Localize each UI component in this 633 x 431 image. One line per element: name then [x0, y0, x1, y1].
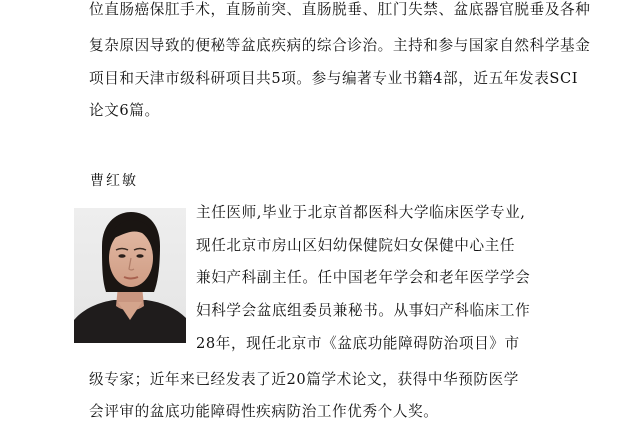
- bio-line-6: 级专家；近年来已经发表了近20篇学术论文，获得中华预防医学: [89, 371, 520, 388]
- doctor-name: 曹红敏: [90, 173, 138, 189]
- intro-line-2: 复杂原因导致的便秘等盆底疾病的综合诊治。主持和参与国家自然科学基金: [89, 37, 591, 54]
- bio-line-7: 会评审的盆底功能障碍性疾病防治工作优秀个人奖。: [89, 403, 439, 420]
- intro-line-1: 位直肠癌保肛手术，直肠前突、直肠脱垂、肛门失禁、盆底器官脱垂及各种: [89, 1, 591, 18]
- bio-line-5: 28年，现任北京市《盆底功能障碍防治项目》市: [196, 335, 520, 352]
- bio-line-4: 妇科学会盆底组委员兼秘书。从事妇产科临床工作: [196, 302, 531, 319]
- bio-line-3: 兼妇产科副主任。任中国老年学会和老年医学学会: [196, 269, 531, 286]
- intro-line-3: 项目和天津市级科研项目共5项。参与编著专业书籍4部，近五年发表SCI: [89, 70, 579, 87]
- bio-line-1: 主任医师,毕业于北京首都医科大学临床医学专业,: [196, 204, 526, 221]
- portrait-photo: [74, 208, 186, 343]
- bio-line-2: 现任北京市房山区妇幼保健院妇女保健中心主任: [196, 237, 516, 254]
- intro-line-4: 论文6篇。: [89, 102, 160, 119]
